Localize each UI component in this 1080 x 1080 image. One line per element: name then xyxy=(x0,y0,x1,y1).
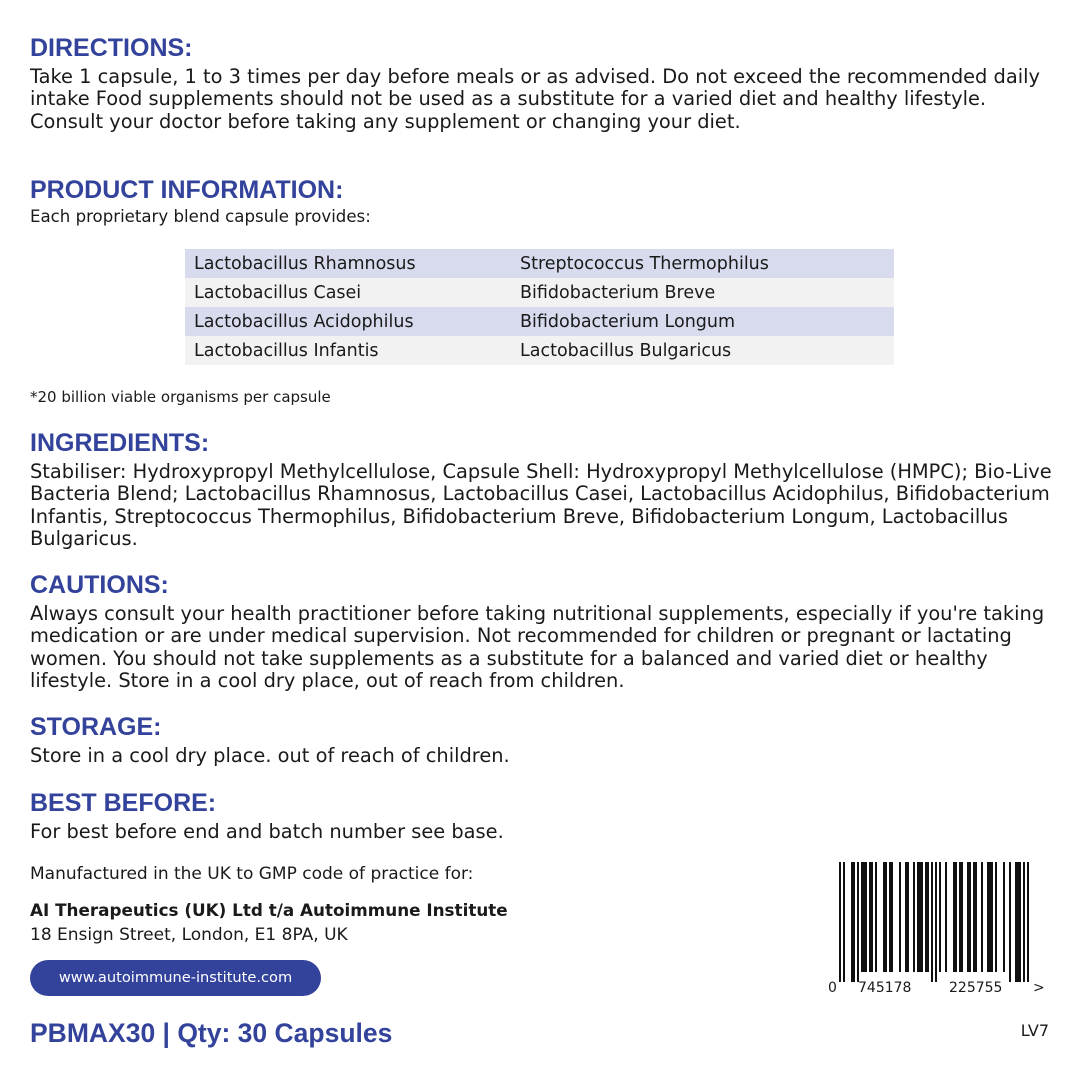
barcode-bar xyxy=(1003,862,1005,972)
directions-heading: DIRECTIONS: xyxy=(30,34,193,62)
best-before-heading: BEST BEFORE: xyxy=(30,789,217,817)
barcode-bar xyxy=(869,862,873,972)
barcode-left-digits: 745178 xyxy=(858,980,912,996)
blend-cell: Bifidobacterium Breve xyxy=(511,278,894,307)
barcode-bar xyxy=(851,862,855,982)
barcode-right-digits: 225755 xyxy=(949,980,1003,996)
storage-text: Store in a cool dry place. out of reach of children. xyxy=(30,744,510,767)
blend-cell: Lactobacillus Casei xyxy=(185,278,511,307)
product-information-heading: PRODUCT INFORMATION: xyxy=(30,176,344,204)
label-version: LV7 xyxy=(1020,1021,1049,1040)
barcode-bar xyxy=(905,862,909,972)
barcode-bar xyxy=(931,862,933,982)
barcode-trail-mark: > xyxy=(1033,980,1045,996)
barcode-bar xyxy=(1027,862,1029,982)
barcode-bar xyxy=(973,862,977,972)
barcode-bar xyxy=(857,862,859,982)
cautions-heading: CAUTIONS: xyxy=(30,571,169,599)
barcode-bar xyxy=(945,862,947,972)
cautions-text: Always consult your health practitioner before taking nutritional supplements, especially if you're taking medication or are under medical supervision. Not recommended for children or pregnant or lactating women. You should not take supplements as a substitute for a balanced and varied diet or healthy lifestyle. Store in a cool dry place, out of reach from children. xyxy=(30,602,1045,692)
company-name: AI Therapeutics (UK) Ltd t/a Autoimmune Institute xyxy=(30,900,508,920)
barcode-bar xyxy=(883,862,887,972)
barcode-bar xyxy=(1023,862,1025,982)
barcode-bar xyxy=(939,862,941,972)
directions-text: Take 1 capsule, 1 to 3 times per day before meals or as advised. Do not exceed the recommended daily intake Food supplements should not be used as a substitute for a varied diet and healthy lifestyle. Consult your doctor before taking any supplement or changing your diet. xyxy=(30,65,1040,133)
barcode-bar xyxy=(889,862,893,972)
barcode-bar xyxy=(1015,862,1021,982)
blend-cell: Streptococcus Thermophilus xyxy=(511,249,894,278)
best-before-text: For best before end and batch number see base. xyxy=(30,820,504,843)
blend-cell: Lactobacillus Rhamnosus xyxy=(185,249,511,278)
barcode-bar xyxy=(987,862,993,972)
barcode-lead-digit: 0 xyxy=(828,980,837,996)
company-address: 18 Ensign Street, London, E1 8PA, UK xyxy=(30,925,348,945)
barcode-bar xyxy=(925,862,929,972)
barcode-bars xyxy=(826,862,1048,982)
blend-cell: Lactobacillus Bulgaricus xyxy=(511,336,894,365)
barcode-bar xyxy=(935,862,937,982)
barcode-bar xyxy=(839,862,841,982)
barcode-bar xyxy=(843,862,845,982)
storage-heading: STORAGE: xyxy=(30,713,162,741)
barcode-bar xyxy=(875,862,877,972)
blend-footnote: *20 billion viable organisms per capsule xyxy=(30,388,331,406)
barcode-bar xyxy=(967,862,971,972)
barcode xyxy=(826,862,1048,998)
blend-table xyxy=(185,249,894,365)
website-link[interactable]: www.autoimmune-institute.com xyxy=(30,960,321,996)
blend-cell: Lactobacillus Acidophilus xyxy=(185,307,511,336)
blend-table-row xyxy=(185,336,894,365)
ingredients-text: Stabiliser: Hydroxypropyl Methylcellulose, Capsule Shell: Hydroxypropyl Methylcellulose (HMPC); Bio-Live Bacteria Blend; Lactobacillus Rhamnosus, Lactobacillus Casei, Lactobacillus Acidophilus, Bifidobacterium Infantis, Streptococcus Thermophilus, Bifidobacterium Breve, Bifidobacterium Longum, Lactobacillus Bulgaricus. xyxy=(30,460,1052,550)
barcode-bar xyxy=(995,862,997,972)
barcode-bar xyxy=(959,862,963,972)
barcode-bar xyxy=(1009,862,1011,982)
blend-table-row xyxy=(185,307,894,336)
barcode-bar xyxy=(917,862,923,972)
barcode-bar xyxy=(899,862,901,972)
blend-intro: Each proprietary blend capsule provides: xyxy=(30,207,371,226)
blend-table-row xyxy=(185,249,894,278)
product-code: PBMAX30 | Qty: 30 Capsules xyxy=(30,1018,393,1048)
barcode-bar xyxy=(953,862,957,972)
barcode-bar xyxy=(981,862,983,972)
blend-cell: Lactobacillus Infantis xyxy=(185,336,511,365)
manufacturer-intro: Manufactured in the UK to GMP code of practice for: xyxy=(30,864,474,884)
blend-table-row xyxy=(185,278,894,307)
barcode-bar xyxy=(861,862,867,972)
blend-cell: Bifidobacterium Longum xyxy=(511,307,894,336)
barcode-bar xyxy=(913,862,915,972)
ingredients-heading: INGREDIENTS: xyxy=(30,429,210,457)
